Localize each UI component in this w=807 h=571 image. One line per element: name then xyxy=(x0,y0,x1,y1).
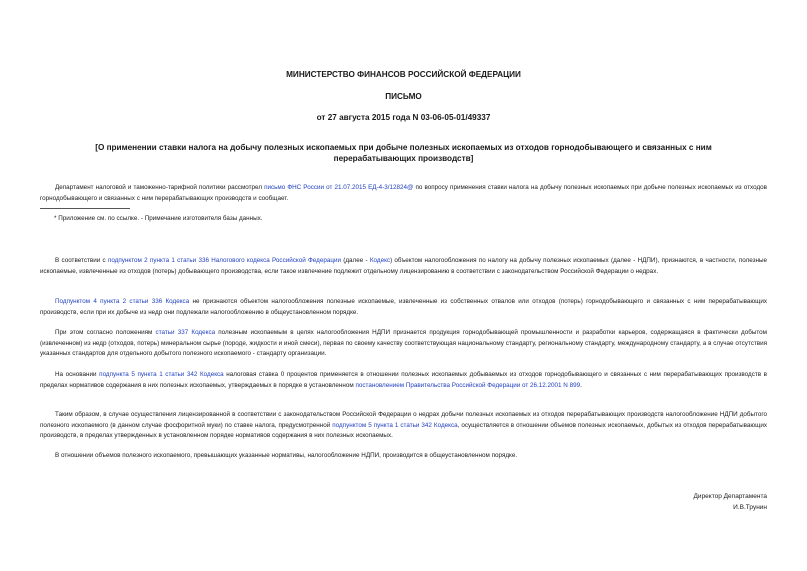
link-article-336-p1[interactable]: подпунктом 2 пункта 1 статьи 336 Налогового кодекса Российской Федерации xyxy=(107,257,341,264)
text: (далее - xyxy=(341,257,370,264)
text: На основании xyxy=(55,371,100,378)
footnote: * Приложение см. по ссылке. - Примечание изготовителя базы данных. xyxy=(54,215,263,222)
text: . xyxy=(580,381,582,389)
text: налоговая ставка 0 процентов применяется в отношении полезных ископаемых добываемых из отходов горнодобывающего и связанных с ним перерабатывающих производств в пределах нормативов содержания в них полезных ископаемых, утверждаемых в порядке в установленном xyxy=(40,371,768,389)
paragraph-6: В отношении объемов полезного ископаемого, превышающих указанные нормативы, налогообложение НДПИ, производится в общеустановленном порядке. xyxy=(55,452,518,459)
text: не признаются объектом налогообложения полезные ископаемые, извлеченные из собственных отвалов или отходов (потерь) горнодобывающего и связанных с ним перерабатывающих производств, если при их добыче из недр они подлежали налогообложению в общеустановленном порядке. xyxy=(40,298,767,316)
link-kodeks[interactable]: Кодекс xyxy=(369,257,391,264)
paragraph-3 xyxy=(40,328,767,360)
title-line-1: [О применении ставки налога на добычу полезных ископаемых при добыче полезных ископаемых из отходов горнодобывающего и связанных с ним xyxy=(95,143,712,152)
link-article-336-p2[interactable]: Подпунктом 4 пункта 2 статьи 336 Кодекса xyxy=(55,298,190,305)
title-line-2: перерабатывающих производств] xyxy=(333,154,474,163)
link-article-337[interactable]: статьи 337 Кодекса xyxy=(155,329,216,336)
signature-position: Директор Департамента xyxy=(693,493,767,500)
text: Департамент налоговой и таможенно-тарифной политики рассмотрел xyxy=(55,184,265,191)
text: При этом согласно положениям xyxy=(55,329,156,336)
paragraph-5 xyxy=(40,410,767,442)
link-government-resolution[interactable]: постановлением Правительства Российской Федерации от 26.12.2001 N 899 xyxy=(355,381,581,389)
text: по вопросу применения ставки налога на добычу полезных ископаемых при добыче полезных ископаемых из отходов горнодобывающего и связанных с ним перерабатывающих производств и сообщает. xyxy=(40,184,767,202)
text: ) объектом налогообложения по налогу на добычу полезных ископаемых (далее - НДПИ), признаются, в частности, полезные ископаемые, извлеченные из отходов (потерь) добывающего производства, если такое извлечение подлежит отдельному лицензированию в соответствии с законодательством Российской Федерации о недрах. xyxy=(40,257,768,275)
footnote-divider xyxy=(40,208,130,209)
text: , осуществляется в отношении объемов полезных ископаемых, добытых из отходов перерабатывающих производств, в пределах утвержденных в установленном порядке нормативов содержания в них полезных ископаемых. xyxy=(40,421,767,439)
link-fns-letter[interactable]: письмо ФНС России от 21.07.2015 ЕД-4-3/12824@ xyxy=(264,184,414,191)
signature-name: И.В.Трунин xyxy=(733,504,767,511)
text: В соответствии с xyxy=(55,257,108,264)
link-article-342-p5[interactable]: подпунктом 5 пункта 1 статьи 342 Кодекса xyxy=(332,421,458,429)
ministry-heading: МИНИСТЕРСТВО ФИНАНСОВ РОССИЙСКОЙ ФЕДЕРАЦИИ xyxy=(286,70,521,79)
intro-paragraph xyxy=(40,183,767,204)
text: полезным ископаемым в целях налогообложения НДПИ признается продукция горнодобывающей промышленности и разработки карьеров, содержащаяся в фактически добытом (извлеченном) из недр (отходов, потерь) минеральном сырье (породе, жидкости и иной смеси), первая по своему качеству соответствующая национальному стандарту, региональному стандарту, международному стандарту, а в случае отсутствия указанных стандартов для отдельного добытого полезного ископаемого - стандарту организации. xyxy=(40,329,768,357)
paragraph-2 xyxy=(40,297,767,318)
link-article-342[interactable]: подпункта 5 пункта 1 статьи 342 Кодекса xyxy=(99,371,224,378)
date-number-heading: от 27 августа 2015 года N 03-06-05-01/49337 xyxy=(316,113,491,122)
doc-type-heading: ПИСЬМО xyxy=(385,92,422,101)
text: Таким образом, в случае осуществления лицензированной в соответствии с законодательством Российской Федерации о недрах добычи полезных ископаемых из отходов перерабатывающих производств налогообложение НДПИ добытого полезного ископаемого (в данном случае фосфоритной муки) по ставке налога, предусмотренной xyxy=(40,411,767,429)
paragraph-1 xyxy=(40,256,767,277)
paragraph-4 xyxy=(40,370,767,391)
